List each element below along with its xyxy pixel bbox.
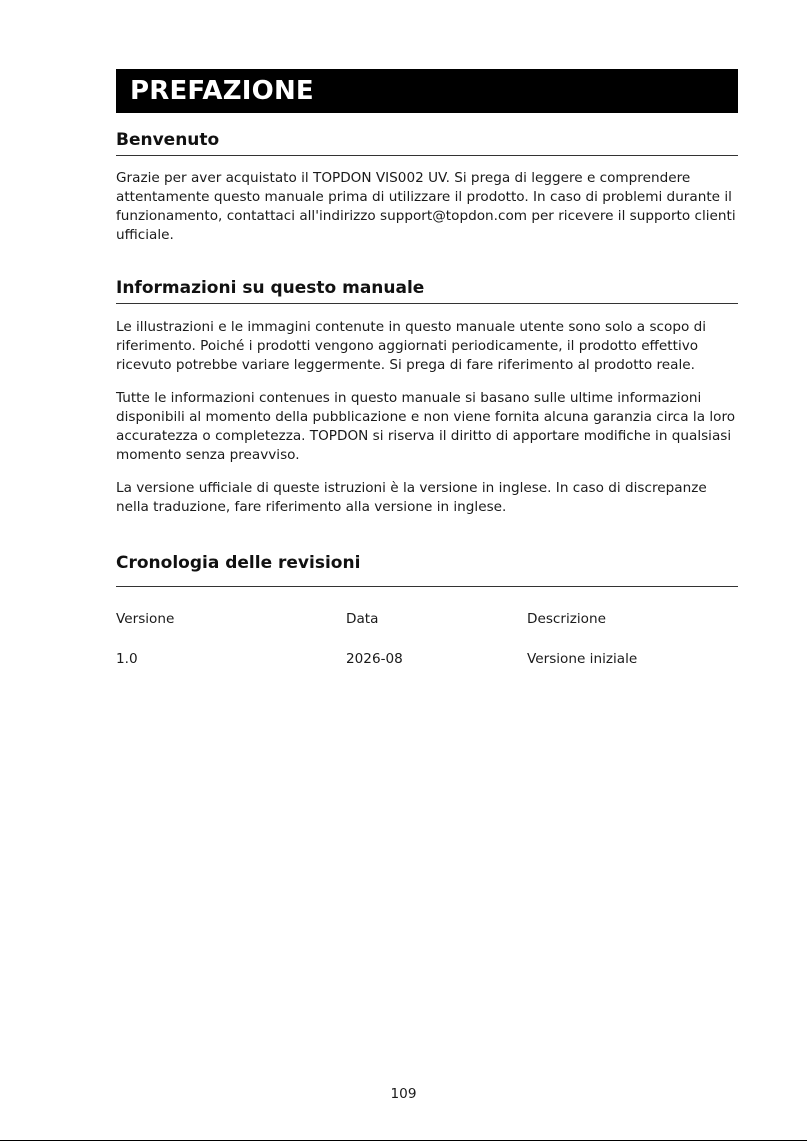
page-number: 109 [390, 1086, 417, 1102]
revision-column-description: Descrizione [527, 611, 606, 627]
revision-column-date: Data [346, 611, 379, 627]
revision-history-divider [116, 586, 738, 587]
revision-version-cell: 1.0 [116, 651, 138, 667]
about-manual-paragraph-2: Tutte le informazioni contenues in questo manuale si basano sulle ultime informazioni disponibili al momento della pubblicazione e non viene fornita alcuna garanzia circa la loro accuratezza o completezza. TOPDON si riserva il diritto di apportare modifiche in qualsiasi momento senza preavviso. [116, 390, 736, 463]
welcome-divider [116, 155, 738, 156]
revision-column-version: Versione [116, 611, 175, 627]
revision-history-heading: Cronologia delle revisioni [116, 553, 361, 573]
preface-title-bar [116, 69, 738, 113]
about-manual-divider [116, 303, 738, 304]
about-manual-heading: Informazioni su questo manuale [116, 278, 425, 298]
about-manual-paragraph-1: Le illustrazioni e le immagini contenute in questo manuale utente sono solo a scopo di riferimento. Poiché i prodotti vengono aggiornati periodicamente, il prodotto effettivo ricevuto potrebbe variare leggermente. Si prega di fare riferimento al prodotto reale. [116, 319, 707, 373]
revision-description-cell: Versione iniziale [527, 651, 638, 667]
welcome-heading: Benvenuto [116, 130, 220, 150]
welcome-paragraph: Grazie per aver acquistato il TOPDON VIS002 UV. Si prega di leggere e comprendere attentamente questo manuale prima di utilizzare il prodotto. In caso di problemi durante il funzionamento, contattaci all'indirizzo support@topdon.com per ricevere il supporto clienti ufficiale. [116, 170, 736, 243]
revision-date-cell: 2026-08 [346, 651, 403, 667]
about-manual-paragraph-3: La versione ufficiale di queste istruzioni è la versione in inglese. In caso di discrepanze nella traduzione, fare riferimento alla versione in inglese. [116, 480, 707, 515]
page-bottom-border [0, 1140, 807, 1141]
page-title: PREFAZIONE [130, 76, 314, 106]
